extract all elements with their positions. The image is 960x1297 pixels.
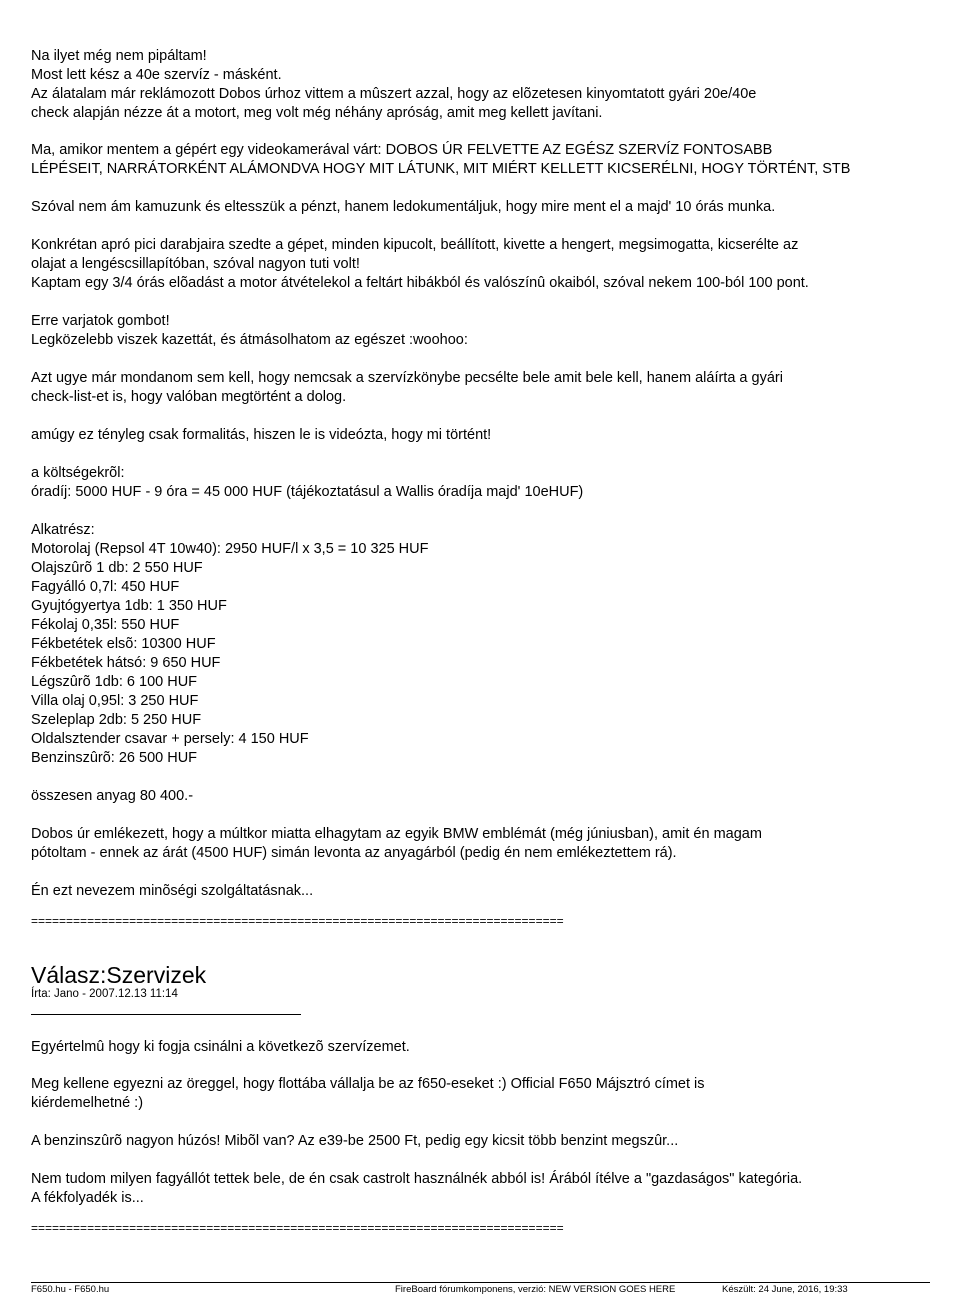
separator-line: ============================================================================ [31,1221,564,1235]
footer-generator: FireBoard fórumkomponens, verzió: NEW VERSION GOES HERE [395,1284,676,1295]
parts-list-item: Oldalsztender csavar + persely: 4 150 HUF [31,731,309,747]
text-line: A benzinszûrõ nagyon húzós! Mibõl van? Az e39-be 2500 Ft, pedig egy kicsit több benzint megszûr... [31,1133,679,1149]
author-line: Írta: Jano - 2007.12.13 11:14 [31,988,178,1000]
text-line: Szóval nem ám kamuzunk és eltesszük a pénzt, hanem ledokumentáljuk, hogy mire ment el a majd' 10 órás munka. [31,199,776,215]
text-line: Kaptam egy 3/4 órás elõadást a motor átvételekol a feltárt hibákból és valószínû okaiból, szóval nekem 100-ból 100 pont. [31,275,809,291]
text-line: a költségekrõl: [31,465,125,481]
footer-created: Készült: 24 June, 2016, 19:33 [722,1284,848,1295]
parts-list-item: Légszûrõ 1db: 6 100 HUF [31,674,198,690]
parts-list-item: Benzinszûrõ: 26 500 HUF [31,750,198,766]
text-line: Egyértelmû hogy ki fogja csinálni a következõ szervízemet. [31,1039,410,1055]
text-line: Most lett kész a 40e szervíz - másként. [31,67,282,83]
text-line: Ma, amikor mentem a gépért egy videokamerával várt: DOBOS ÚR FELVETTE AZ EGÉSZ SZERVÍZ FONTOSABB [31,142,773,158]
text-line: Meg kellene egyezni az öreggel, hogy flottába vállalja be az f650-eseket :) Official F650 Májsztró címet is [31,1076,705,1092]
text-line: pótoltam - ennek az árát (4500 HUF) simán levonta az anyagárból (pedig én nem emlékeztettem rá). [31,845,677,861]
parts-list-item: Szeleplap 2db: 5 250 HUF [31,712,202,728]
parts-list-item: Motorolaj (Repsol 4T 10w40): 2950 HUF/l x 3,5 = 10 325 HUF [31,541,429,557]
separator-line: ============================================================================ [31,914,564,928]
divider [31,1014,301,1015]
parts-list-item: Fékbetétek elsõ: 10300 HUF [31,636,216,652]
footer-site: F650.hu - F650.hu [31,1284,110,1295]
footer-divider [31,1282,930,1283]
text-line: Azt ugye már mondanom sem kell, hogy nemcsak a szervízkönybe pecsélte bele amit bele kell, hanem aláírta a gyári [31,370,783,386]
text-line: Nem tudom milyen fagyállót tettek bele, de én csak castrolt használnék abból is! Árából ítélve a "gazdaságos" kategória. [31,1171,803,1187]
text-line: A fékfolyadék is... [31,1190,144,1206]
text-line: Legközelebb viszek kazettát, és átmásolhatom az egészet :woohoo: [31,332,468,348]
reply-title: Válasz:Szervizek [31,962,207,988]
text-line: Az álatalam már reklámozott Dobos úrhoz vittem a mûszert azzal, hogy az elõzetesen kinyomtatott gyári 20e/40e [31,86,757,102]
text-line: Dobos úr emlékezett, hogy a múltkor miatta elhagytam az egyik BMW emblémát (még júniusban), amit én magam [31,826,762,842]
text-line: check alapján nézze át a motort, meg volt még néhány apróság, amit meg kellett javítani. [31,105,603,121]
text-line: kiérdemelhetné :) [31,1095,144,1111]
text-line: check-list-et is, hogy valóban megtörtént a dolog. [31,389,347,405]
text-line: amúgy ez tényleg csak formalitás, hiszen le is videózta, hogy mi történt! [31,427,492,443]
text-line: óradíj: 5000 HUF - 9 óra = 45 000 HUF (tájékoztatásul a Wallis óradíja majd' 10eHUF) [31,484,584,500]
parts-list-item: Gyujtógyertya 1db: 1 350 HUF [31,598,227,614]
parts-list-item: Fékbetétek hátsó: 9 650 HUF [31,655,221,671]
total-line: összesen anyag 80 400.- [31,788,194,804]
parts-list-item: Fagyálló 0,7l: 450 HUF [31,579,180,595]
text-line: Erre varjatok gombot! [31,313,170,329]
parts-list-item: Fékolaj 0,35l: 550 HUF [31,617,180,633]
text-line: Konkrétan apró pici darabjaira szedte a gépet, minden kipucolt, beállított, kivette a hengert, megsimogatta, kicserélte az [31,237,799,253]
text-line: olajat a lengéscsillapítóban, szóval nagyon tuti volt! [31,256,360,272]
text-line: Alkatrész: [31,522,95,538]
parts-list-item: Villa olaj 0,95l: 3 250 HUF [31,693,199,709]
text-line: Én ezt nevezem minõségi szolgáltatásnak... [31,883,314,899]
text-line: Na ilyet még nem pipáltam! [31,48,207,64]
text-line: LÉPÉSEIT, NARRÁTORKÉNT ALÁMONDVA HOGY MIT LÁTUNK, MIT MIÉRT KELLETT KICSERÉLNI, HOGY TÖRTÉNT, STB [31,161,851,177]
parts-list-item: Olajszûrõ 1 db: 2 550 HUF [31,560,203,576]
